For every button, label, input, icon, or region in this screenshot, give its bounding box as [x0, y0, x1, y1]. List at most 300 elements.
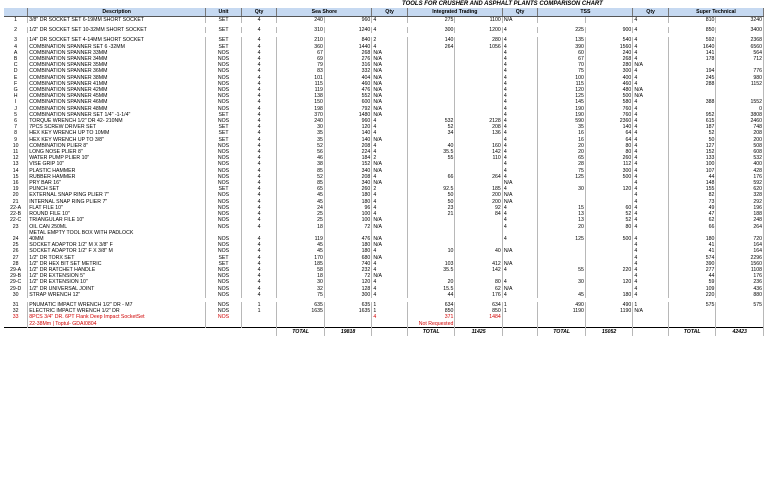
sea-shore-unit-price: 1635	[277, 308, 324, 314]
row-number: 29-D	[4, 286, 28, 292]
sea-shore-unit-price: 138	[277, 93, 324, 99]
row-number: 22-B	[4, 211, 28, 217]
integrated-total: 62	[455, 286, 502, 292]
sea-shore-total: 960	[324, 118, 371, 124]
sea-shore-total: 224	[324, 149, 371, 155]
description-cell: COMBINATION SPANNER 41MM	[28, 81, 206, 87]
super-technical-total: 592	[716, 180, 764, 186]
description-cell: 1/2" DR SOCKET SET 10-32MM SHORT SOCKET	[28, 27, 206, 33]
super-technical-total: 188	[716, 211, 764, 217]
integrated-qty: N/A	[372, 217, 408, 223]
description-cell: COMBINATION SPANNER 33MM	[28, 50, 206, 56]
sea-shore-total	[324, 321, 371, 328]
super-technical-unit-price: 66	[668, 224, 715, 230]
super-technical-unit-price: 47	[668, 211, 715, 217]
tss-total: 2360	[585, 118, 632, 124]
header-row	[4, 8, 764, 17]
super-technical-total: 436	[716, 286, 764, 292]
tss-qty: 4	[502, 44, 538, 50]
super-technical-unit-price: 592	[668, 37, 715, 43]
tss-unit-price: 75	[538, 68, 585, 74]
super-technical-unit-price: 288	[668, 81, 715, 87]
tss-qty: 4	[502, 155, 538, 161]
qty-cell: 4	[241, 242, 277, 248]
unit-cell: NOS	[206, 99, 242, 105]
description-cell: METAL EMPTY TOOL BOX WITH PADLOCK	[28, 230, 206, 236]
unit-cell: NOS	[206, 62, 242, 68]
sea-shore-unit-price: 45	[277, 192, 324, 198]
tss-total: 52	[585, 211, 632, 217]
super-technical-total: 620	[716, 186, 764, 192]
sea-shore-unit-price: 18	[277, 224, 324, 230]
description-cell: HEX KEY WRENCH UP TO 3/8"	[28, 137, 206, 143]
qty-cell: 1	[241, 302, 277, 308]
unit-cell: NOS	[206, 279, 242, 285]
sea-shore-unit-price: 635	[277, 302, 324, 308]
super-technical-unit-price: 44	[668, 273, 715, 279]
sea-shore-total: 140	[324, 130, 371, 136]
sea-shore-total: 316	[324, 62, 371, 68]
unit-cell: NOS	[206, 75, 242, 81]
qty-cell: 4	[241, 56, 277, 62]
description-cell: COMBINATION SPANNER SET 6 -32MM	[28, 44, 206, 50]
super-technical-total: 428	[716, 168, 764, 174]
super-technical-qty: 4	[633, 27, 669, 33]
super-technical-total: 3240	[716, 17, 764, 24]
tss-unit-price: 1190	[538, 308, 585, 314]
tss-total: 500	[585, 174, 632, 180]
sea-shore-unit-price: 30	[277, 124, 324, 130]
super-technical-qty: 4	[633, 37, 669, 43]
row-number: 24	[4, 236, 28, 242]
row-number: C	[4, 62, 28, 68]
tss-qty: 4	[502, 168, 538, 174]
sea-shore-unit-price: 45	[277, 242, 324, 248]
sea-shore-unit-price: 35	[277, 137, 324, 143]
super-technical-total: 980	[716, 75, 764, 81]
description-cell: SOCKET ADAPTOR 1/2" M X 3/8" F	[28, 242, 206, 248]
tss-qty: 4	[502, 87, 538, 93]
super-technical-qty: 4	[633, 44, 669, 50]
super-technical-unit-price: 220	[668, 292, 715, 298]
total-label: TOTAL	[277, 327, 324, 336]
qty-cell: 4	[241, 168, 277, 174]
sea-shore-unit-price: 32	[277, 286, 324, 292]
sea-shore-unit-price: 185	[277, 261, 324, 267]
qty-cell: 4	[241, 93, 277, 99]
unit-cell: SET	[206, 137, 242, 143]
tss-qty: 1	[502, 308, 538, 314]
integrated-qty: N/A	[372, 50, 408, 56]
sea-shore-total: 180	[324, 242, 371, 248]
unit-cell: SET	[206, 186, 242, 192]
integrated-unit-price: 23	[407, 205, 454, 211]
super-technical-qty: 4	[633, 248, 669, 254]
integrated-qty: N/A	[372, 81, 408, 87]
tss-qty: 4	[502, 81, 538, 87]
super-technical-unit-price: 277	[668, 267, 715, 273]
integrated-qty: 4	[372, 248, 408, 254]
super-technical-unit-price: 52	[668, 130, 715, 136]
description-cell: COMBINATION SPANNER 35MM	[28, 62, 206, 68]
row-number: 15	[4, 174, 28, 180]
super-technical-total: 328	[716, 192, 764, 198]
tss-unit-price	[538, 17, 585, 24]
integrated-unit-price: 92.5	[407, 186, 454, 192]
super-technical-qty: 4	[633, 242, 669, 248]
empty-cell	[502, 327, 538, 336]
unit-cell: SET	[206, 255, 242, 261]
integrated-unit-price: 40	[407, 143, 454, 149]
unit-cell: NOS	[206, 302, 242, 308]
row-number: 4	[4, 44, 28, 50]
integrated-qty: N/A	[372, 180, 408, 186]
sea-shore-total: 232	[324, 267, 371, 273]
integrated-qty: 2	[372, 186, 408, 192]
super-technical-total: 720	[716, 236, 764, 242]
page-title: TOOLS FOR CRUSHER AND ASPHALT PLANTS COMPARISON CHART	[402, 0, 603, 7]
tss-qty: 4	[502, 112, 538, 118]
tss-unit-price: 190	[538, 112, 585, 118]
integrated-unit-price: 371	[407, 314, 454, 320]
tss-qty: 4	[502, 205, 538, 211]
integrated-qty: 2	[372, 37, 408, 43]
row-number: E	[4, 75, 28, 81]
tss-qty: 4	[502, 68, 538, 74]
row-number: 8	[4, 130, 28, 136]
header-integrated-trading: Integrated Trading	[407, 8, 502, 17]
qty-cell: 4	[241, 44, 277, 50]
title-row	[4, 0, 764, 8]
qty-cell: 4	[241, 124, 277, 130]
qty-cell: 4	[241, 137, 277, 143]
tss-total: 900	[585, 27, 632, 33]
tss-total: 580	[585, 99, 632, 105]
table-row	[4, 321, 764, 328]
unit-cell: SET	[206, 37, 242, 43]
tss-unit-price: 125	[538, 174, 585, 180]
description-cell: HEX KEY WRENCH UP TO 10MM	[28, 130, 206, 136]
qty-cell: 4	[241, 161, 277, 167]
tss-qty: 4	[502, 93, 538, 99]
row-number: 22-A	[4, 205, 28, 211]
unit-cell: NOS	[206, 314, 242, 320]
sea-shore-unit-price: 370	[277, 112, 324, 118]
unit-cell: NOS	[206, 93, 242, 99]
qty-cell: 4	[241, 217, 277, 223]
super-technical-qty: 4	[633, 81, 669, 87]
integrated-total: 280	[455, 37, 502, 43]
tss-unit-price: 16	[538, 137, 585, 143]
tss-unit-price: 75	[538, 168, 585, 174]
tss-unit-price: 20	[538, 149, 585, 155]
super-technical-qty: N/A	[633, 62, 669, 68]
super-technical-unit-price: 41	[668, 242, 715, 248]
super-technical-total: 608	[716, 149, 764, 155]
unit-cell: NOS	[206, 155, 242, 161]
qty-cell: 4	[241, 62, 277, 68]
sea-shore-unit-price: 65	[277, 186, 324, 192]
tss-unit-price: 67	[538, 56, 585, 62]
integrated-unit-price: 532	[407, 118, 454, 124]
sea-shore-total: 340	[324, 168, 371, 174]
super-technical-unit-price: 390	[668, 261, 715, 267]
integrated-total: 1200	[455, 27, 502, 33]
empty-cell	[4, 327, 277, 336]
integrated-unit-price: 35.5	[407, 149, 454, 155]
description-cell: INTERNAL SNAP RING PLIER 7"	[28, 199, 206, 205]
unit-cell: NOS	[206, 217, 242, 223]
integrated-qty: N/A	[372, 99, 408, 105]
tss-total: 1560	[585, 44, 632, 50]
row-number: 11	[4, 149, 28, 155]
tss-qty: 4	[502, 174, 538, 180]
integrated-unit-price: 35.5	[407, 267, 454, 273]
tss-unit-price: 55	[538, 267, 585, 273]
integrated-unit-price: 634	[407, 302, 454, 308]
description-cell: 1/2" DR TORX SET	[28, 255, 206, 261]
sea-shore-unit-price	[277, 321, 324, 328]
super-technical-qty: 4	[633, 273, 669, 279]
unit-cell: NOS	[206, 242, 242, 248]
tss-unit-price: 35	[538, 124, 585, 130]
description-cell: TRIANGULAR FILE 10"	[28, 217, 206, 223]
tss-unit-price: 100	[538, 75, 585, 81]
integrated-qty: N/A	[372, 168, 408, 174]
sea-shore-total: 740	[324, 261, 371, 267]
super-technical-total: 712	[716, 56, 764, 62]
super-technical-qty: 4	[633, 168, 669, 174]
qty-cell: 4	[241, 224, 277, 230]
tss-unit-price: 135	[538, 37, 585, 43]
integrated-unit-price: 300	[407, 27, 454, 33]
description-cell: 7PCS SCREW DRIVER SET	[28, 124, 206, 130]
integrated-total: 84	[455, 211, 502, 217]
tss-total: 240	[585, 50, 632, 56]
integrated-qty: 4	[372, 124, 408, 130]
tss-total: 64	[585, 130, 632, 136]
qty-cell: 4	[241, 118, 277, 124]
super-technical-qty	[633, 321, 669, 328]
unit-cell: NOS	[206, 168, 242, 174]
integrated-qty: 4	[372, 314, 408, 320]
qty-cell: 4	[241, 50, 277, 56]
sea-shore-total: 1240	[324, 27, 371, 33]
unit-cell: NOS	[206, 56, 242, 62]
super-technical-qty: 4	[633, 192, 669, 198]
unit-cell: NOS	[206, 174, 242, 180]
description-cell: WATER PUMP PLIER 10"	[28, 155, 206, 161]
row-number: 29-B	[4, 273, 28, 279]
integrated-qty: 4	[372, 292, 408, 298]
sea-shore-unit-price: 30	[277, 279, 324, 285]
tss-total: 500	[585, 93, 632, 99]
tss-total: 180	[585, 292, 632, 298]
super-technical-total: 1108	[716, 267, 764, 273]
super-technical-unit-price: 615	[668, 118, 715, 124]
sea-shore-unit-price: 101	[277, 75, 324, 81]
integrated-unit-price: 850	[407, 308, 454, 314]
header-description: Description	[28, 8, 206, 17]
super-technical-total	[716, 321, 764, 328]
tss-total: 120	[585, 279, 632, 285]
tss-total: 400	[585, 75, 632, 81]
tss-total: 300	[585, 68, 632, 74]
integrated-unit-price: 10	[407, 248, 454, 254]
tss-total: 540	[585, 37, 632, 43]
super-technical-qty: 4	[633, 143, 669, 149]
tss-total: 1190	[585, 308, 632, 314]
row-number: 25	[4, 242, 28, 248]
super-technical-unit-price: 952	[668, 112, 715, 118]
super-technical-total: 200	[716, 137, 764, 143]
tss-unit-price: 13	[538, 217, 585, 223]
tss-unit-price: 20	[538, 224, 585, 230]
sea-shore-total: 100	[324, 211, 371, 217]
integrated-qty: 4	[372, 279, 408, 285]
super-technical-qty: 4	[633, 236, 669, 242]
super-technical-qty: 4	[633, 68, 669, 74]
integrated-qty: N/A	[372, 56, 408, 62]
tss-qty: N/A	[502, 286, 538, 292]
row-number: F	[4, 81, 28, 87]
super-technical-total: 264	[716, 224, 764, 230]
integrated-unit-price: 34	[407, 130, 454, 136]
sea-shore-total: 460	[324, 81, 371, 87]
integrated-qty: 1	[372, 308, 408, 314]
tss-qty: 4	[502, 186, 538, 192]
row-number: I	[4, 99, 28, 105]
super-technical-qty: 4	[633, 255, 669, 261]
sea-shore-total: 180	[324, 199, 371, 205]
integrated-total: 412	[455, 261, 502, 267]
sea-shore-unit-price: 198	[277, 106, 324, 112]
qty-cell: 4	[241, 68, 277, 74]
description-cell: COMBINATION PLIER 8"	[28, 143, 206, 149]
tss-qty: 4	[502, 50, 538, 56]
sea-shore-unit-price: 67	[277, 50, 324, 56]
integrated-qty: N/A	[372, 106, 408, 112]
tss-qty: 4	[502, 27, 538, 33]
sea-shore-total: 840	[324, 37, 371, 43]
sea-shore-total: 960	[324, 17, 371, 24]
sea-shore-unit-price: 85	[277, 168, 324, 174]
header-qty: Qty	[372, 8, 408, 17]
qty-cell: 4	[241, 112, 277, 118]
super-technical-qty: 4	[633, 50, 669, 56]
super-technical-unit-price: 44	[668, 174, 715, 180]
description-cell: 1/4" DR SOCKET SET 4-14MM SHORT SOCKET	[28, 37, 206, 43]
tss-qty: N/A	[502, 199, 538, 205]
tss-total: 112	[585, 161, 632, 167]
sea-shore-total: 1635	[324, 308, 371, 314]
integrated-unit-price: 44	[407, 292, 454, 298]
super-technical-total: 164	[716, 248, 764, 254]
sea-shore-total: 72	[324, 273, 371, 279]
sea-shore-total: 180	[324, 248, 371, 254]
description-cell: 1/2" DR EXTENSION 5"	[28, 273, 206, 279]
super-technical-qty: N/A	[633, 93, 669, 99]
super-technical-qty: 4	[633, 217, 669, 223]
integrated-unit-price: 50	[407, 199, 454, 205]
super-technical-qty: 4	[633, 261, 669, 267]
sea-shore-total: 184	[324, 155, 371, 161]
integrated-total: 40	[455, 248, 502, 254]
qty-cell: 4	[241, 186, 277, 192]
sea-shore-total: 120	[324, 279, 371, 285]
integrated-qty: 4	[372, 118, 408, 124]
qty-cell: 4	[241, 255, 277, 261]
tss-total: 140	[585, 124, 632, 130]
tss-total: 220	[585, 267, 632, 273]
tss-unit-price: 490	[538, 302, 585, 308]
sea-shore-total: 96	[324, 205, 371, 211]
sea-shore-unit-price: 45	[277, 199, 324, 205]
sea-shore-total: 680	[324, 255, 371, 261]
row-number: 13	[4, 161, 28, 167]
row-number: 33	[4, 314, 28, 320]
sea-shore-total: 792	[324, 106, 371, 112]
tss-total	[585, 321, 632, 328]
sea-shore-total: 268	[324, 50, 371, 56]
super-technical-unit-price: 152	[668, 149, 715, 155]
integrated-qty: 4	[372, 192, 408, 198]
super-technical-total: 164	[716, 242, 764, 248]
sea-shore-unit-price: 18	[277, 273, 324, 279]
tss-qty: 4	[502, 124, 538, 130]
super-technical-total: 2460	[716, 118, 764, 124]
integrated-unit-price: 275	[407, 17, 454, 24]
integrated-qty	[372, 321, 408, 328]
description-cell: COMBINATION SPANNER 42MM	[28, 87, 206, 93]
row-number	[4, 321, 28, 328]
tss-total	[585, 17, 632, 24]
integrated-qty: 4	[372, 174, 408, 180]
description-cell: COMBINATION SPANNER 36MM	[28, 68, 206, 74]
description-cell: 1/2" DR HEX BIT SET METRIC	[28, 261, 206, 267]
super-technical-qty: 4	[633, 118, 669, 124]
sea-shore-total: 300	[324, 292, 371, 298]
qty-cell: 4	[241, 279, 277, 285]
tss-unit-price: 70	[538, 62, 585, 68]
sea-shore-total: 100	[324, 217, 371, 223]
integrated-total: 136	[455, 130, 502, 136]
sea-shore-unit-price: 310	[277, 27, 324, 33]
integrated-qty: N/A	[372, 112, 408, 118]
integrated-qty: N/A	[372, 137, 408, 143]
tss-total: 460	[585, 81, 632, 87]
super-technical-total: 176	[716, 174, 764, 180]
tss-total: 80	[585, 224, 632, 230]
unit-cell: NOS	[206, 161, 242, 167]
integrated-qty: 4	[372, 211, 408, 217]
integrated-qty: 4	[372, 149, 408, 155]
unit-cell: NOS	[206, 180, 242, 186]
qty-cell: 4	[241, 75, 277, 81]
tss-qty: 4	[502, 130, 538, 136]
integrated-unit-price: 15.5	[407, 286, 454, 292]
row-number: 3	[4, 37, 28, 43]
description-cell: RUBBER HAMMER	[28, 174, 206, 180]
integrated-unit-price: 21	[407, 211, 454, 217]
unit-cell: SET	[206, 130, 242, 136]
sea-shore-unit-price: 119	[277, 87, 324, 93]
tss-qty: 4	[502, 137, 538, 143]
sea-shore-total: 635	[324, 302, 371, 308]
integrated-qty: 4	[372, 286, 408, 292]
tss-unit-price: 145	[538, 99, 585, 105]
tss-qty: 4	[502, 236, 538, 242]
